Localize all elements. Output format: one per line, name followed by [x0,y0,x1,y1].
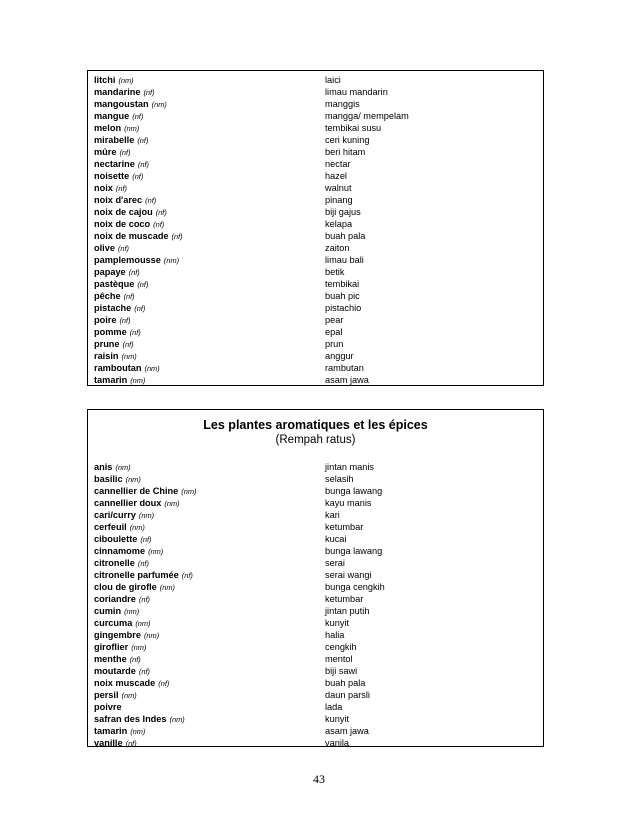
french-word: papaye [94,267,126,277]
french-word: noisette [94,171,130,181]
malay-translation: epal [325,327,343,337]
gender-tag: (nm) [129,523,145,532]
table-row [94,605,537,617]
table-row [94,701,537,713]
table-row [94,170,537,182]
french-word: raisin [94,351,119,361]
table-row [94,689,537,701]
french-word: citronelle [94,558,135,568]
gender-tag: (nm) [124,607,140,616]
gender-tag: (nm) [118,76,134,85]
table-row [94,266,537,278]
spices-vocabulary-table [87,409,544,747]
gender-tag: (nf) [145,196,157,205]
malay-translation: rambutan [325,363,364,373]
french-word: noix muscade [94,678,156,688]
french-word: mandarine [94,87,141,97]
table-row [94,98,537,110]
malay-translation: pinang [325,195,353,205]
malay-translation: tembikai [325,279,360,289]
table-row [94,725,537,737]
french-word: pamplemousse [94,255,161,265]
table-row [94,677,537,689]
gender-tag: (nm) [138,511,155,520]
french-word: litchi [94,75,116,85]
gender-tag: (nm) [151,100,167,109]
gender-tag: (nf) [138,667,150,676]
french-word: nectarine [94,159,135,169]
table-row [94,629,537,641]
table-row [94,545,537,557]
french-word: poivre [94,702,122,712]
gender-tag: (nm) [159,583,175,592]
french-word: olive [94,243,115,253]
gender-tag: (nm) [143,631,160,640]
french-word: curcuma [94,618,133,628]
table-row [94,254,537,266]
table-row [94,362,537,374]
french-word: moutarde [94,666,136,676]
french-word: pomme [94,327,127,337]
malay-translation: asam jawa [325,726,369,736]
gender-tag: (nf) [123,292,135,301]
malay-translation: hazel [325,171,347,181]
malay-translation: daun parsli [325,690,370,700]
malay-translation: manggis [325,99,360,109]
gender-tag: (nf) [137,136,149,145]
table-row [94,557,537,569]
french-word: pêche [94,291,121,301]
gender-tag: (nm) [164,499,180,508]
table-row [94,593,537,605]
malay-translation: beri hitam [325,147,366,157]
malay-translation: selasih [325,474,354,484]
malay-translation: kunyit [325,714,350,724]
malay-translation: bunga lawang [325,546,383,556]
french-word: citronelle parfumée [94,570,179,580]
malay-translation: tembikai susu [325,123,382,133]
gender-tag: (nf) [119,148,131,157]
malay-translation: buah pala [325,231,366,241]
french-word: gingembre [94,630,141,640]
malay-translation: asam jawa [325,375,369,385]
malay-translation: anggur [325,351,354,361]
table-row [94,485,537,497]
gender-tag: (nm) [163,256,180,265]
table-row [94,665,537,677]
gender-tag: (nf) [153,220,165,229]
table-row [94,158,537,170]
french-word: cari/curry [94,510,136,520]
table-row [94,314,537,326]
french-word: cannellier de Chine [94,486,179,496]
malay-translation: bunga cengkih [325,582,385,592]
french-word: persil [94,690,119,700]
french-word: menthe [94,654,127,664]
malay-translation: jintan putih [325,606,370,616]
table-row [94,713,537,725]
french-word: giroflier [94,642,129,652]
table-row [94,278,537,290]
table-row [94,461,537,473]
malay-translation: zaiton [325,243,350,253]
malay-translation: cengkih [325,642,357,652]
french-word: cumin [94,606,122,616]
table-row [94,374,537,386]
table-row [94,290,537,302]
french-word: cerfeuil [94,522,127,532]
gender-tag: (nf) [125,739,137,748]
malay-translation: serai [325,558,345,568]
gender-tag: (nf) [138,595,150,604]
gender-tag: (nf) [137,280,149,289]
french-term [94,737,137,750]
malay-translation: buah pic [325,291,360,301]
table-row [94,194,537,206]
french-word: cannellier doux [94,498,162,508]
french-word: coriandre [94,594,136,604]
table-row [94,146,537,158]
french-word: ciboulette [94,534,138,544]
table-row [94,182,537,194]
gender-tag: (nf) [140,535,152,544]
malay-translation: kayu manis [325,498,372,508]
french-word: noix de cajou [94,207,153,217]
french-word: pastèque [94,279,135,289]
malay-translation: ceri kuning [325,135,370,145]
malay-translation: betik [325,267,345,277]
french-word: cinnamome [94,546,146,556]
gender-tag: (nf) [143,88,155,97]
french-word: basilic [94,474,123,484]
french-word: noix d'arec [94,195,143,205]
malay-translation: ketumbar [325,522,364,532]
gender-tag: (nf) [137,559,149,568]
malay-translation: biji sawi [325,666,358,676]
table-row [94,338,537,350]
fruits-vocabulary-table [87,70,544,386]
section-title: Les plantes aromatiques et les épices [203,418,428,432]
malay-translation: limau mandarin [325,87,388,97]
gender-tag: (nf) [122,340,134,349]
malay-translation: pear [325,315,344,325]
french-word: mangoustan [94,99,149,109]
gender-tag: (nf) [137,160,149,169]
gender-tag: (nf) [129,328,141,337]
gender-tag: (nm) [130,727,146,736]
malay-translation: kelapa [325,219,353,229]
table-row [94,569,537,581]
gender-tag: (nf) [132,112,144,121]
table-row [94,617,537,629]
table-row [94,533,537,545]
gender-tag: (nm) [130,376,146,385]
gender-tag: (nm) [121,352,137,361]
gender-tag: (nf) [115,184,127,193]
gender-tag: (nm) [121,691,137,700]
french-word: prune [94,339,120,349]
table-row [94,242,537,254]
malay-translation: mentol [325,654,353,664]
malay-translation: biji gajus [325,207,361,217]
french-word: mangue [94,111,130,121]
french-word: mirabelle [94,135,135,145]
malay-translation: kunyit [325,618,350,628]
malay-translation: kari [325,510,340,520]
malay-translation: serai wangi [325,570,372,580]
gender-tag: (nf) [134,304,146,313]
gender-tag: (nf) [181,571,193,580]
table-row [94,473,537,485]
gender-tag: (nm) [115,463,131,472]
table-row [94,521,537,533]
french-word: poire [94,315,117,325]
french-term [94,374,145,387]
table-row [94,218,537,230]
malay-translation: halia [325,630,345,640]
malay-translation: ketumbar [325,594,364,604]
malay-translation: walnut [325,183,352,193]
table-row [94,509,537,521]
gender-tag: (nm) [144,364,160,373]
malay-translation: lada [325,702,343,712]
gender-tag: (nf) [128,268,140,277]
malay-translation: vanila [325,738,350,748]
table-row [94,653,537,665]
table-row [94,122,537,134]
malay-translation: pistachio [325,303,362,313]
page-number: 43 [313,772,325,786]
gender-tag: (nf) [171,232,183,241]
section-subtitle: (Rempah ratus) [275,434,356,446]
table-row [94,110,537,122]
french-word: noix de coco [94,219,151,229]
malay-translation: jintan manis [325,462,375,472]
gender-tag: (nm) [169,715,185,724]
table-row [94,350,537,362]
table-row [94,497,537,509]
malay-translation: kucai [325,534,347,544]
gender-tag: (nf) [129,655,141,664]
table-row [94,641,537,653]
gender-tag: (nm) [131,643,147,652]
french-word: noix de muscade [94,231,169,241]
malay-translation: limau bali [325,255,364,265]
gender-tag: (nm) [135,619,151,628]
french-word: anis [94,462,113,472]
malay-translation: bunga lawang [325,486,383,496]
gender-tag: (nm) [148,547,164,556]
gender-tag: (nm) [124,124,140,133]
gender-tag: (nf) [117,244,130,253]
french-word: mûre [94,147,117,157]
table-row [94,134,537,146]
gender-tag: (nf) [132,172,144,181]
table-row [94,86,537,98]
table-row [94,581,537,593]
table-row [94,737,537,749]
gender-tag: (nf) [119,316,131,325]
french-word: safran des Indes [94,714,167,724]
french-word: vanille [94,738,123,748]
table-row [94,302,537,314]
spices-rows [94,461,537,749]
gender-tag: (nf) [158,679,170,688]
fruits-rows [94,74,537,386]
malay-translation: laici [325,75,341,85]
malay-translation: nectar [325,159,351,169]
table-row [94,206,537,218]
french-word: tamarin [94,726,128,736]
gender-tag: (nm) [125,475,141,484]
table-row [94,74,537,86]
french-word: melon [94,123,122,133]
french-word: clou de girofle [94,582,157,592]
gender-tag: (nf) [155,208,167,217]
gender-tag: (nm) [181,487,197,496]
malay-translation: buah pala [325,678,366,688]
table-row [94,230,537,242]
table-row [94,326,537,338]
french-word: noix [94,183,113,193]
french-word: ramboutan [94,363,142,373]
french-word: tamarin [94,375,128,385]
malay-translation: mangga/ mempelam [325,111,409,121]
french-word: pistache [94,303,132,313]
malay-translation: prun [325,339,344,349]
